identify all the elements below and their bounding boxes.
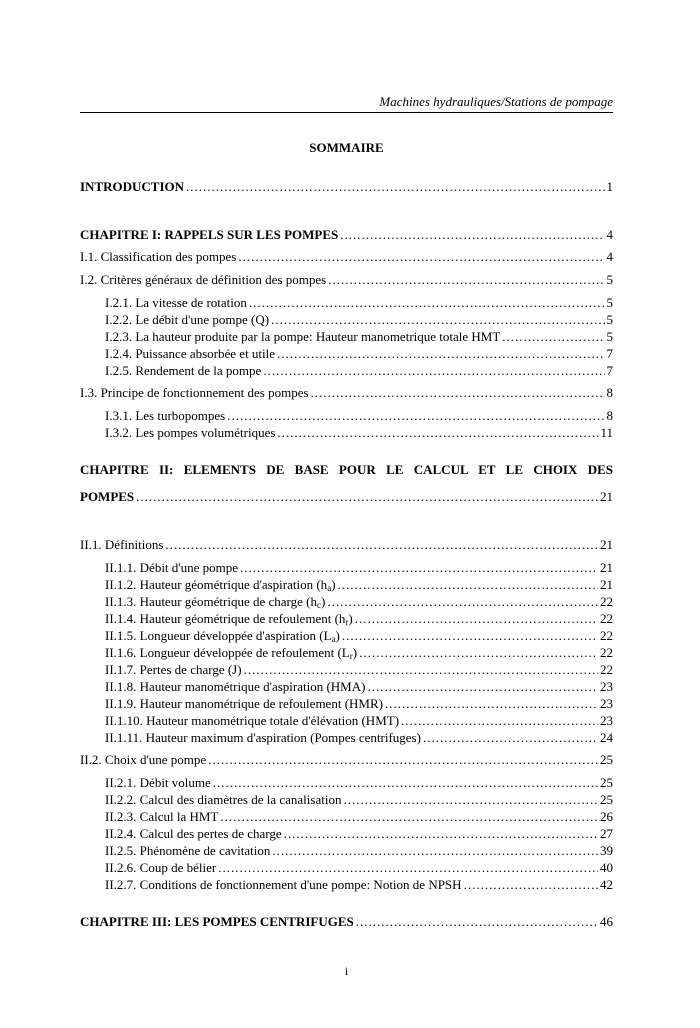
toc-label: II.1.5. Longueur développée d'aspiration $(L_a)$ — [105, 628, 340, 644]
toc-leader — [284, 825, 598, 843]
toc-label: II.2. Choix d'une pompe — [80, 752, 207, 767]
toc-leader — [244, 661, 598, 679]
toc-entry — [105, 345, 613, 363]
toc-leader — [186, 178, 604, 196]
toc-label: II.1.7. Pertes de charge (J) — [105, 662, 242, 677]
toc-entry — [105, 407, 613, 425]
toc-leader — [355, 610, 598, 628]
toc-label: II.2.7. Conditions de fonctionnement d'une pompe: Notion de NPSH — [105, 877, 462, 892]
toc-leader — [227, 407, 604, 425]
toc-label: POMPES — [80, 489, 135, 504]
toc-page: 5 — [606, 312, 613, 327]
toc-entry — [105, 593, 613, 611]
toc-label: I.2.1. La vitesse de rotation — [105, 295, 247, 310]
toc-page: 5 — [606, 295, 613, 310]
toc-entry — [105, 610, 613, 628]
toc-leader — [338, 576, 598, 594]
toc-page: 21 — [600, 577, 613, 592]
toc-page: 4 — [606, 227, 613, 242]
toc-page: 46 — [600, 914, 613, 929]
toc-label: II.1.1. Débit d'une pompe — [105, 560, 239, 575]
toc-leader — [356, 913, 598, 931]
toc-page: 25 — [600, 752, 613, 767]
toc-page: 8 — [606, 385, 613, 400]
toc-leader — [249, 294, 605, 312]
toc-page: 22 — [600, 645, 613, 660]
toc-leader — [218, 859, 598, 877]
toc-entry — [105, 559, 613, 577]
toc-leader — [328, 271, 604, 289]
toc-leader — [311, 384, 605, 402]
toc-label: I.2.3. La hauteur produite par la pompe: Hauteur manometrique totale HMT — [105, 329, 501, 344]
toc-label: I.2.2. Le débit d'une pompe (Q) — [105, 312, 270, 327]
toc-leader — [502, 328, 604, 346]
toc-entry — [105, 842, 613, 860]
page-number: i — [344, 964, 349, 978]
toc-leader — [213, 774, 598, 792]
toc-label: I.2.4. Puissance absorbée et utile — [105, 346, 276, 361]
toc-page: 23 — [600, 696, 613, 711]
toc-label: II.1.2. Hauteur géométrique d'aspiration $(h_a)$ — [105, 577, 336, 593]
toc-page: 26 — [600, 809, 613, 824]
toc-leader — [385, 695, 598, 713]
toc-leader — [238, 248, 604, 266]
toc-leader — [327, 593, 598, 611]
toc-entry — [105, 791, 613, 809]
toc-page: 40 — [600, 860, 613, 875]
toc-entry — [80, 248, 613, 266]
toc-page: 24 — [600, 730, 613, 745]
toc-entry — [105, 678, 613, 696]
toc-entry — [105, 712, 613, 730]
toc-label: II.1.3. Hauteur géométrique de charge $(h_c)$ — [105, 594, 326, 610]
toc-page: 22 — [600, 628, 613, 643]
toc-leader — [464, 876, 598, 894]
toc-entry — [105, 774, 613, 792]
toc-leader — [263, 362, 604, 380]
toc-chapter-2 — [80, 488, 613, 506]
toc-entry — [105, 859, 613, 877]
toc-page: 22 — [600, 611, 613, 626]
toc-label: II.2.4. Calcul des pertes de charge — [105, 826, 282, 841]
toc-label: II.1. Définitions — [80, 537, 164, 552]
toc-label: I.1. Classification des pompes — [80, 249, 237, 264]
toc-label: CHAPITRE I: RAPPELS SUR LES POMPES — [80, 227, 339, 242]
toc-chapter-1 — [80, 226, 613, 244]
toc-page: 8 — [606, 408, 613, 423]
toc-page: 42 — [600, 877, 613, 892]
toc-leader — [165, 536, 598, 554]
toc-entry — [105, 576, 613, 594]
toc-page: 21 — [600, 537, 613, 552]
toc-page: 23 — [600, 713, 613, 728]
toc-page: 21 — [600, 489, 613, 504]
toc-page: 1 — [606, 179, 613, 194]
toc-leader — [401, 712, 598, 730]
toc-page: 7 — [606, 363, 613, 378]
toc-entry — [105, 311, 613, 329]
toc-leader — [277, 345, 604, 363]
toc-entry — [105, 808, 613, 826]
toc-page: 27 — [600, 826, 613, 841]
toc-label: II.1.11. Hauteur maximum d'aspiration (Pompes centrifuges) — [105, 730, 421, 745]
toc-label: II.1.4. Hauteur géométrique de refoulement $(h_r)$ — [105, 611, 353, 627]
toc-leader — [359, 644, 598, 662]
toc-entry — [105, 729, 613, 747]
toc-label: II.1.9. Hauteur manométrique de refoulement (HMR) — [105, 696, 383, 711]
header-rule — [80, 112, 613, 113]
toc-leader — [343, 791, 598, 809]
toc-leader — [271, 311, 604, 329]
toc-entry — [105, 362, 613, 380]
toc-page: 22 — [600, 594, 613, 609]
toc-label: I.2.5. Rendement de la pompe — [105, 363, 262, 378]
toc-entry — [105, 294, 613, 312]
toc-page: 5 — [606, 272, 613, 287]
toc-entry — [105, 876, 613, 894]
toc-label: I.2. Critères généraux de définition des pompes — [80, 272, 327, 287]
toc-leader — [240, 559, 598, 577]
toc-label: CHAPITRE III: LES POMPES CENTRIFUGES — [80, 914, 354, 929]
toc-page: 5 — [606, 329, 613, 344]
toc-leader — [220, 808, 598, 826]
toc-leader — [340, 226, 604, 244]
toc-entry — [105, 661, 613, 679]
toc-chapter-2-title: CHAPITRE II: ELEMENTS DE BASE POUR LE CALCUL ET LE CHOIX DES — [80, 462, 613, 477]
toc-entry — [105, 328, 613, 346]
toc-chapter-3 — [80, 913, 613, 931]
toc-label: II.1.8. Hauteur manométrique d'aspiration (HMA) — [105, 679, 366, 694]
toc-label: II.1.6. Longueur développée de refoulement $(L_r)$ — [105, 645, 358, 661]
toc-leader — [208, 751, 598, 769]
toc-entry — [105, 644, 613, 662]
toc-entry — [105, 424, 613, 442]
toc-page: 7 — [606, 346, 613, 361]
toc-label: I.3. Principe de fonctionnement des pompes — [80, 385, 309, 400]
toc-entry — [80, 384, 613, 402]
toc-page: 4 — [606, 249, 613, 264]
toc-entry — [105, 695, 613, 713]
toc-label: II.1.10. Hauteur manométrique totale d'élévation (HMT) — [105, 713, 400, 728]
toc-leader — [367, 678, 598, 696]
toc-page: 23 — [600, 679, 613, 694]
toc-leader — [136, 488, 598, 506]
toc-entry — [80, 751, 613, 769]
toc-page: 11 — [600, 425, 613, 440]
toc-label: I.3.2. Les pompes volumétriques — [105, 425, 276, 440]
toc-label: I.3.1. Les turbopompes — [105, 408, 226, 423]
toc-entry — [80, 271, 613, 289]
toc-leader — [272, 842, 598, 860]
toc-label: II.2.2. Calcul des diamètres de la canalisation — [105, 792, 342, 807]
toc-label: INTRODUCTION — [80, 179, 185, 194]
toc-label: II.2.1. Débit volume — [105, 775, 211, 790]
toc-entry — [105, 825, 613, 843]
toc-label: II.2.5. Phénomène de cavitation — [105, 843, 271, 858]
toc-leader — [423, 729, 598, 747]
page-title: SOMMAIRE — [309, 140, 384, 155]
toc-label: II.2.3. Calcul la HMT — [105, 809, 219, 824]
toc-page: 22 — [600, 662, 613, 677]
toc-leader — [277, 424, 598, 442]
toc-label: II.2.6. Coup de bélier — [105, 860, 217, 875]
toc-entry — [80, 536, 613, 554]
toc-page: 25 — [600, 792, 613, 807]
running-header: Machines hydrauliques/Stations de pompage — [379, 94, 613, 109]
toc-page: 25 — [600, 775, 613, 790]
toc-page: 21 — [600, 560, 613, 575]
toc-page: 39 — [600, 843, 613, 858]
toc-introduction — [80, 178, 613, 196]
toc-leader — [342, 627, 598, 645]
toc-entry — [105, 627, 613, 645]
